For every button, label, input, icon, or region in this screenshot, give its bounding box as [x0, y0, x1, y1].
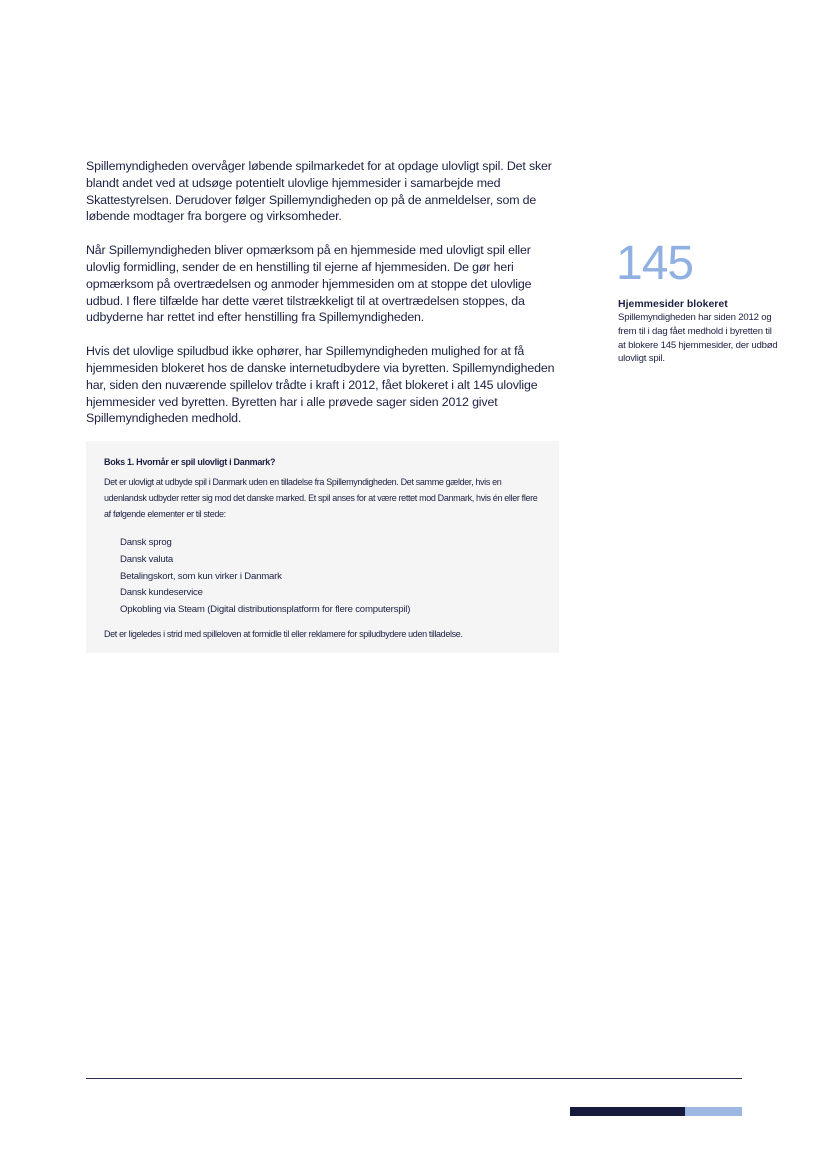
fact-box-list [120, 535, 541, 619]
paragraph-notice: Når Spillemyndigheden bliver opmærksom på en hjemmeside med ulovligt spil eller ulovlig formidling, sender de en henstilling til ejerne af hjemmesiden. De gør heri opmærksom på overtrædelsen og anmoder hjemmesiden om at stoppe det ulovlige udbud. I flere tilfælde har dette været tilstrækkeligt til at overtrædelsen stoppes, da udbyderne har rettet ind efter henstilling fra Spillemyndigheden. [86, 243, 532, 325]
paragraph-blocking: Hvis det ulovlige spiludbud ikke ophører, har Spillemyndigheden mulighed for at få hjemmesiden blokeret hos de danske internetudbydere via byretten. Spillemyndigheden har, siden den nuværende spillelov trådte i kraft i 2012, fået blokeret i alt 145 ulovlige hjemmesider ved byretten. Byretten har i alle prøvede sager siden 2012 givet Spillemyndigheden medhold. [86, 344, 555, 426]
fact-box-title: Boks 1. Hvornår er spil ulovligt i Danmark? [104, 457, 276, 467]
fact-box [86, 441, 559, 653]
footer-bar-dark [570, 1107, 685, 1116]
list-item: Dansk sprog [120, 537, 172, 548]
paragraph-monitoring: Spillemyndigheden overvåger løbende spilmarkedet for at opdage ulovligt spil. Det sker blandt andet ved at udsøge potentielt ulovlige hjemmesider i samarbejde med Skattestyrelsen. Derudover følger Spillemyndigheden op på de anmeldelser, som de løbende modtager fra borgere og virksomheder. [86, 159, 552, 224]
list-item: Betalingskort, som kun virker i Danmark [120, 570, 282, 582]
stat-text: Spillemyndigheden har siden 2012 og frem til i dag fået medhold i byretten til at blokere 145 hjemmesider, der udbød ulovligt spil. [618, 312, 778, 365]
stat-number: 145 [616, 237, 694, 290]
footer-divider [86, 1078, 742, 1079]
list-item: Opkobling via Steam (Digital distributionsplatform for flere computerspil) [120, 604, 411, 616]
side-stat [618, 236, 780, 366]
main-text [86, 158, 562, 444]
list-item: Dansk valuta [120, 553, 174, 565]
list-item: Dansk kundeservice [120, 587, 203, 599]
fact-box-intro: Det er ulovligt at udbyde spil i Danmark uden en tilladelse fra Spillemyndigheden. Det samme gælder, hvis en udenlandsk udbyder retter sig mod det danske marked. Et spil anses for at være rettet mod Danmark, hvis én eller flere af følgende elementer er til stede: [104, 477, 538, 519]
stat-label: Hjemmesider blokeret [618, 298, 728, 310]
fact-box-outro: Det er ligeledes i strid med spilleloven at formidle til eller reklamere for spiludbydere uden tilladelse. [104, 628, 463, 639]
footer-bar-light [685, 1107, 742, 1116]
